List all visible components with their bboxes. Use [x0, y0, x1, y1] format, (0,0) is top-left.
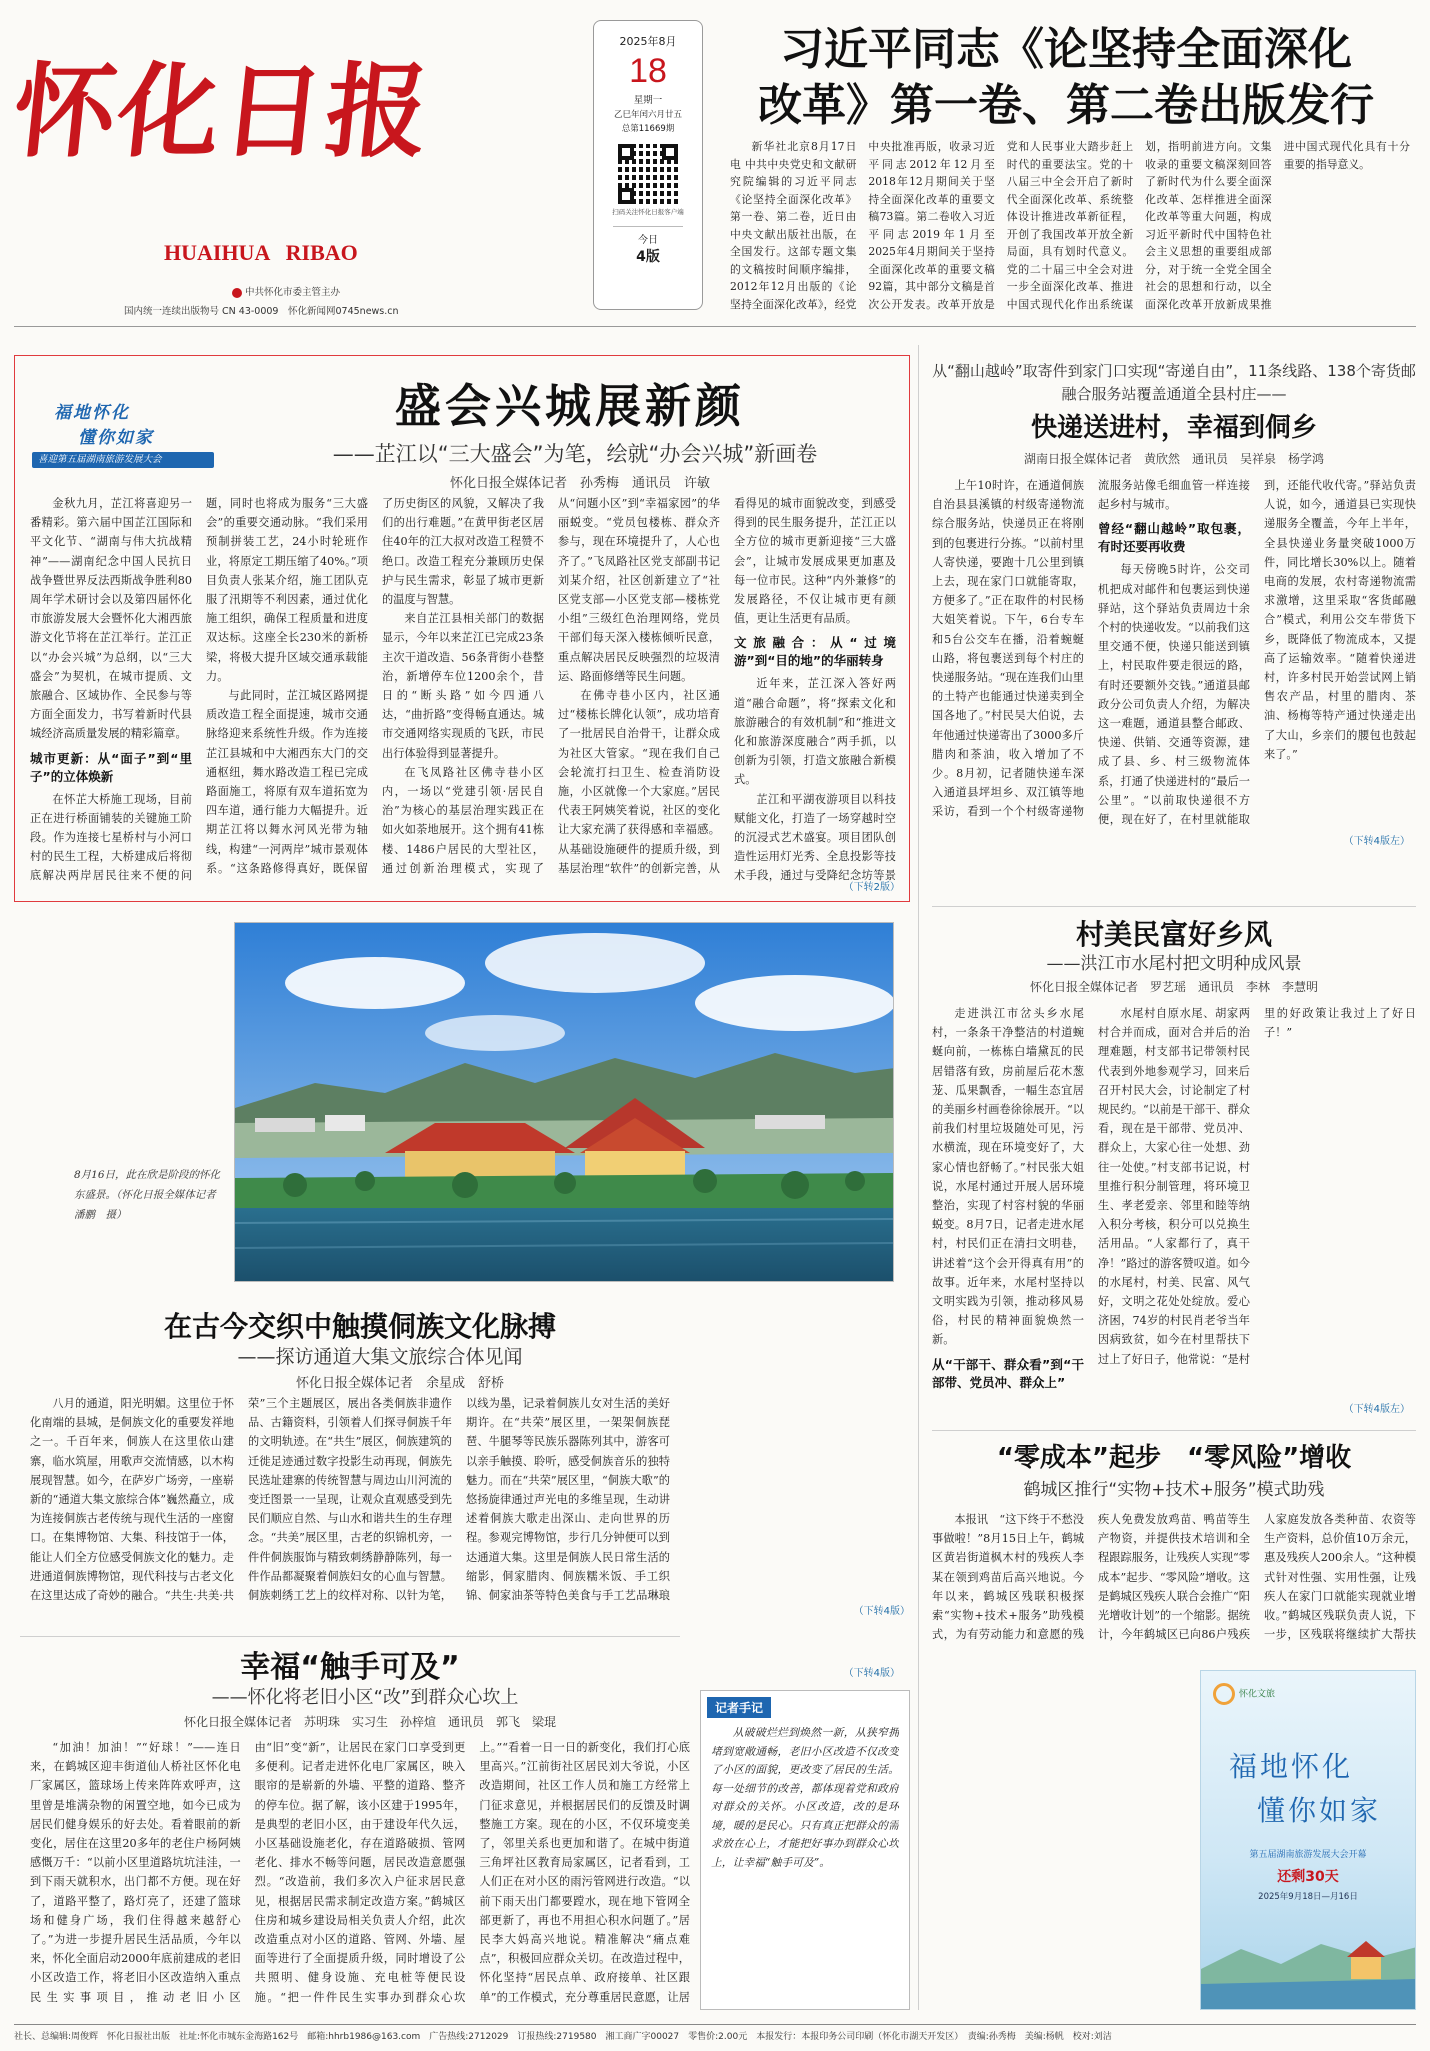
- right2-para: 走进洪江市岔头乡水尾村，一条条干净整洁的村道蜿蜒向前，一栋栋白墙黛瓦的民居错落有致，房前屋后花木葱茏、瓜果飘香，一幅生态宜居的美丽乡村画卷徐徐展开。“以前我们村里垃圾随处可见，污水横流，现在环境变好了，大家心情也舒畅了。”村民张大姐说，水尾村通过开展人居环境整治，实现了村容村貌的华丽蜕变。8月7日，记者走进水尾村，村民们正在清扫文明巷，讲述着“这个会开得真有用”的故事。近年来，水尾村坚持以文明实践为引领，推动移风易俗，村民的精神面貌焕然一新。: [932, 1007, 1084, 1347]
- date-day: 18: [629, 52, 667, 90]
- right2-continued-link[interactable]: （下转4版左）: [1343, 1404, 1410, 1415]
- pages-count: 4版: [636, 249, 660, 265]
- right1-para: 上午10时许，在通道侗族自治县县溪镇的村级寄递物流综合服务站，快递员正在将刚到的包裹进行分拣。“以前村里人寄快递，要跑十几公里到镇上去，现在家门口就能寄取，方便多了。”正在取件的村民杨大姐笑着说。下午，6台专车和5台公交车在播，沿着蜿蜒山路，将包裹送到每个村庄的快递服务站。“现在连我们山里的土特产也能通过快递卖到全国各地了。”村民吴大伯说，去年他通过快递寄出了3000多斤腊肉和茶油，收入增加了不少。8月初，记者随快递车深入通道县坪坦乡、双江镇等地采访，看到一个个村级寄递物流服务站像毛细血管一样连接起乡村与城市。: [932, 479, 1250, 819]
- editorial-body: 从破破烂烂到焕然一新，从狭窄拥堵到宽敞通畅，老旧小区改造不仅改变了小区的面貌，更改变了居民的生活。每一处细节的改善，都体现着党和政府对群众的关怀。小区改造，改的是环境，暖的是民心。只有真正把群众的需求放在心上，才能把好事办到群众心坎上，让幸福“触手可及”。: [711, 1726, 899, 1869]
- lead-headline[interactable]: 习近平同志《论坚持全面深化 改革》第一卷、第二卷出版发行: [758, 24, 1374, 131]
- right3-subheadline: 鹤城区推行“实物+技术+服务”模式助残: [1023, 1480, 1325, 1500]
- right2-body: [932, 1004, 1416, 1400]
- date-lunar: 乙巳年闰六月廿五: [613, 110, 682, 120]
- right2-subheadline: ——洪江市水尾村把文明种成风景: [1046, 954, 1302, 974]
- section-divider: [20, 1636, 680, 1637]
- feature1-subhead: 城市更新：从“面子”到“里子”的立体焕新: [30, 750, 192, 784]
- ad-slogan-2: 懂你如家: [1257, 1794, 1382, 1827]
- feature1-para: 与此同时，芷江城区路网提质改造工程全面提速，城市交通脉络迎来系统性升级。作为连接芷江县城和中大湘西东大门的交通枢纽，舞水路改造工程已完成路面施工，将原有双车道拓宽为四车道，通行能力大幅提升。近期芷江将以舞水河风光带为轴线，构建“一河两岸”城市景观体系。“这条路修得真好，既保留了历史街区的风貌，又解决了我们的出行难题。”在黄甲街老区居住40年的江大叔对改造工程赞不绝口。改造工程充分兼顾历史保护与民生需求，彰显了城市更新的温度与智慧。: [206, 497, 544, 875]
- photo-illustration: [235, 923, 894, 1282]
- feature1-para: 近年来，芷江深入答好两道“融合命题”，将“探索文化和旅游融合的有效机制”和“推进文化和旅游深度融合”两手抓，以创新为引领，打造文旅融合新模式。: [734, 677, 896, 787]
- feature2-headline[interactable]: 在古今交织中触摸侗族文化脉搏: [163, 1310, 556, 1343]
- footer-divider: [14, 2024, 1416, 2025]
- feature1-para: 来自芷江县相关部门的数据显示，今年以来芷江已完成23条主次干道改造、56条背街小巷整治，新增停车位1200余个，昔日的“断头路”如今四通八达，“曲折路”变得畅直通达。城市交通网络实现质的飞跃，市民出行体验得到显著提升。: [382, 612, 544, 760]
- footer-imprint: 社长、总编辑:周俊辉 怀化日报社出版 社址:怀化市城东金海路162号 邮箱:hhrb1986@163.com 广告热线:2712029 订报热线:2719580 湘工商广字00027 零售价:2.00元 本报发行：本报印务公司印刷（怀化市湖天开发区） 责编:孙秀梅 美编:杨帆 校对:刘洁: [14, 2032, 1112, 2042]
- editorial-title: 记者手记: [707, 1697, 771, 1718]
- feature1-subheadline: ——芷江以“三大盛会”为笔，绘就“办会兴城”新画卷: [332, 442, 818, 466]
- feature3-continued-link[interactable]: （下转4版）: [843, 1668, 900, 1679]
- pages-label: 今日: [638, 235, 658, 246]
- feature3-byline: 怀化日报全媒体记者 苏明珠 实习生 孙梓煊 通讯员 郭飞 梁琨: [183, 1715, 556, 1729]
- masthead-pinyin: HUAIHUA RIBAO: [164, 240, 358, 265]
- right3-body: 本报讯 “这下终于不愁没事做啦！”8月15日上午，鹤城区黄岩街道枫木村的残疾人李某在领到鸡苗后高兴地说。今年以来，鹤城区残联积极探索“实物+技术+服务”助残模式，为有劳动能力和意愿的残疾人免费发放鸡苗、鸭苗等生产物资，并提供技术培训和全程跟踪服务，让残疾人实现“零成本”起步、“零风险”增收。这是鹤城区残疾人联合会推广“阳光增收计划”的一个缩影。据统计，今年鹤城区已向86户残疾人家庭发放各类种苗、农资等生产资料，总价值10万余元，惠及残疾人200余人。“这种模式针对性强、实用性强，让残疾人在家门口就能实现就业增收。”鹤城区残联负责人说，下一步，区残联将继续扩大帮扶: [932, 1513, 1416, 1642]
- landscape-photo: [234, 922, 894, 1282]
- right1-body: [932, 476, 1416, 832]
- ad-badge: 怀化文旅: [1213, 1683, 1415, 1705]
- feature1-para: 芷江和平湖夜游项目以科技赋能文化，打造了一场穿越时空的沉浸式艺术盛宴。项目团队创造性运用灯光秀、全息投影等技术手段，通过与受降纪念坊等景: [734, 792, 896, 883]
- right1-continued-link[interactable]: （下转4版左）: [1343, 836, 1410, 847]
- right1-kicker: 从“翻山越岭”取寄件到家门口实现“寄递自由”，11条线路、138个寄货邮融合服务站覆盖通道全县村庄——: [932, 362, 1416, 403]
- lead-body: 新华社北京8月17日电 中共中央党史和文献研究院编辑的习近平同志《论坚持全面深化改革》第一卷、第二卷，近日由中央文献出版社出版，在全国发行。这部专题文集的文稿按时间顺序编排，2012年12月出版的《论坚持全面深化改革》，经党中央批准再版，收录习近平同志2012年12月至2018年12月期间关于坚持全面深化改革的重要文稿73篇。第二卷收入习近平同志2019年1月至2025年4月期间关于坚持全面深化改革的重要文稿92篇，其中部分文稿是首次公开发表。改革开放是党和人民事业大踏步赶上时代的重要法宝。党的十八届三中全会开启了新时代全面深化改革、系统整体设计推进改革新征程，开创了我国改革开放全新局面，具有划时代意义。党的二十届三中全会对进一步全面深化改革、推进中国式现代化作出系统谋划，指明前进方向。文集收录的重要文稿深刻回答了新时代为什么要全面深化改革、怎样推进全面深化改革等重大问题，构成习近平新时代中国特色社会主义思想的重要组成部分，对于统一全党全国全社会的思想和行动，以全面深化改革开放新成果推进中国式现代化具有十分重要的指导意义。: [730, 140, 1410, 311]
- feature1-continued-link[interactable]: （下转2版）: [843, 882, 900, 893]
- date-year-month: 2025年8月: [619, 35, 677, 48]
- qr-caption: 扫码关注怀化日报客户端: [612, 208, 684, 216]
- feature2-subheadline: ——探访通道大集文旅综合体见闻: [237, 1346, 523, 1368]
- masthead-divider: [14, 326, 1416, 327]
- issue-number: 总第11669期: [621, 124, 675, 134]
- feature1-byline: 怀化日报全媒体记者 孙秀梅 通讯员 许敏: [449, 476, 710, 491]
- feature3-subheadline: ——怀化将老旧小区“改”到群众心坎上: [211, 1687, 519, 1708]
- ad-countdown: 还剩30天: [1277, 1869, 1339, 1885]
- feature2-continued-link[interactable]: （下转4版）: [853, 1606, 910, 1617]
- logo-text-2: 懂你如家: [78, 428, 154, 448]
- sponsor-line: 中共怀化市委主管主办: [232, 284, 340, 298]
- feature1-para: 金秋九月，芷江将喜迎另一番精彩。第六届中国芷江国际和平文化节、“湖南与伟大抗战精神”——湖南纪念中国人民抗日战争暨世界反法西斯战争胜利80周年学术研讨会以及第四届怀化市旅游发展大会暨怀化大湘西旅游文化节将在芷江举行。芷江正以“办会兴城”为总纲，以“三大盛会”为契机，在城市提质、文旅融合、区域协作、全民参与等方面全面发力，书写着新时代县城经济高质量发展的精彩篇章。: [30, 497, 192, 741]
- party-emblem-icon: [232, 288, 242, 298]
- right2-headline[interactable]: 村美民富好乡风: [1075, 918, 1272, 951]
- feature1-para: 在怀芷大桥施工现场，目前正在进行桥面铺装的关键施工阶段。作为连接七星桥村与小河口村的民生工程，大桥建成后将彻底解决两岸居民往来不便的问题，同时也将成为服务“三大盛会”的重要交通动脉。“我们采用预制拼装工艺，24小时轮班作业，将原定工期压缩了40%。”项目负责人张某介绍，施工团队克服了汛期等不利因素，通过优化施工组织，确保工程质量和进度双达标。这座全长230米的新桥梁，将极大提升区域交通承载能力。: [30, 497, 368, 883]
- feature1-headline[interactable]: 盛会兴城展新颜: [395, 379, 745, 433]
- editorial-box: [700, 1690, 910, 2010]
- feature2-body-left: 八月的通道，阳光明媚。这里位于怀化南端的县城，是侗族文化的重要发祥地之一。千百年来，侗族人在这里依山建寨，临水筑屋，用歌声交流情感，以木构展现智慧。如今，在萨岁广场旁，一座崭新的“通道大集文旅综合体”巍然矗立，成为连接侗族古老传统与现代生活的一座窗口。在集博物馆、大集、科技馆于一体，能让人们全方位感受侗族文化的魅力。走进通道侗族博物馆，现代科技与古老文化在这里达成了奇妙的融合。“共生·共美·共荣”三个主题展区，展出各类侗族非遗作品、古籍资料，引领着人们探寻侗族千年的文明轨迹。在“共生”展区，侗族建筑的迁徙足迹通过数字投影生动再现，侗族先民选址建寨的传统智慧与周边山川河流的变迁图景一一呈现，让观众直观感受到先民们顺应自然、与山水和谐共生的生存理念。“共美”展区里，古老的织锦机旁，一件件侗族服饰与精致刺绣静静陈列，每一件作品都凝聚着侗族妇女的心血与智慧。侗族刺绣工艺上的纹样对称、以针为笔，以线为墨，记录着侗族儿女对生活的美好期许。在“共荣”展区里，一架架侗族琵琶、牛腿琴等民族乐器陈列其中，游客可以亲手触摸、聆听，感受侗族音乐的独特魅力。而在“共荣”展区里，“侗族大歌”的悠扬旋律通过声光电的多维呈现，生动讲述着侗族大歌走出深山、走向世界的历程。参观完博物馆，步行几分钟便可以到达通道大集。这里是侗族人民日常生活的缩影，侗家腊肉、侗族糯米饭、手工织锦、侗家油茶等特色美食与手工艺品琳琅: [30, 1397, 670, 1603]
- section-divider: [932, 1430, 1416, 1431]
- ad-slogan-1: 福地怀化: [1229, 1750, 1354, 1783]
- qr-code[interactable]: [618, 144, 678, 204]
- ad-date: 2025年9月18日—月16日: [1258, 1892, 1358, 1902]
- section-divider: [932, 906, 1416, 907]
- column-divider: [918, 345, 919, 2010]
- ad-logo-icon: [1213, 1683, 1235, 1705]
- feature1-body: [30, 494, 896, 890]
- right2-para: 水尾村自原水尾、胡家两村合并而成，面对合并后的治理难题，村支部书记带领村民代表到外地参观学习，回来后召开村民大会，讨论制定了村规民约。“以前是干部干、群众看，现在是干部带、党员冲、群众上，大家心往一处想、劲往一处使。”村支部书记说，村里推行积分制管理，将环境卫生、孝老爱亲、邻里和睦等纳入积分考核，积分可以兑换生活用品。“人家都行了，真干净！”路过的游客赞叹道。如今的水尾村，村美、民富、风气好，文明之花处处绽放。爱心济困，74岁的村民肖老爷当年因病致贫，如今在村里帮扶下过上了好日子，他常说：“是村里的好政策让我过上了好日子！”: [1098, 1007, 1416, 1366]
- right2-subhead: 从“干部干、群众看”到“干部带、党员冲、群众上”: [932, 1356, 1084, 1390]
- ad-landscape-illustration: [1201, 1919, 1416, 2009]
- logo-banner: 喜迎第五届湖南旅游发展大会: [32, 452, 214, 468]
- right1-byline: 湖南日报全媒体记者 黄欣然 通讯员 吴祥泉 杨学鸿: [1023, 452, 1324, 466]
- date-weekday: 星期一: [633, 95, 663, 106]
- ad-event: 第五届湖南旅游发展大会开幕: [1249, 1850, 1367, 1860]
- right1-headline[interactable]: 快递送进村，幸福到侗乡: [1030, 413, 1317, 443]
- feature3-headline[interactable]: 幸福“触手可及”: [240, 1650, 460, 1685]
- right3-headline[interactable]: “零成本”起步 “零风险”增收: [996, 1443, 1352, 1473]
- dateline-box: [593, 20, 703, 310]
- logo-text-1: 福地怀化: [54, 403, 130, 423]
- feature1-subhead: 文旅融合：从“过境游”到“目的地”的华丽转身: [734, 635, 896, 669]
- license-line: 国内统一连续出版物号 CN 43-0009 怀化新闻网0745news.cn: [124, 306, 399, 317]
- masthead-title: 怀化日报: [7, 52, 437, 172]
- feature1-logo: [32, 398, 214, 472]
- feature1-para: 在佛寺巷小区内，社区通过“楼栋长牌化认领”，成功培育了一批居民自治骨干，让群众成为社区大管家。“现在我们自己会轮流打扫卫生、检查消防设施，小区就像一个大家庭。”居民代表王阿姨笑着说，社区的变化让大家充满了获得感和幸福感。从基础设施硬件的提质升级，到基层治理“软件”的创新完善，从看得见的城市面貌改变，到感受得到的民生服务提升，芷江正以全方位的城市更新迎接“三大盛会”，让城市发展成果更加惠及每一位市民。这种“内外兼修”的发展路径，不仅让城市更有颜值，更让生活更有品质。: [558, 497, 896, 875]
- feature1-para: 在飞凤路社区佛寺巷小区内，一场以“党建引领·居民自治”为核心的基层治理实践正在如火如荼地展开。这个拥有41栋楼、1486户居民的大型社区，通过创新治理模式，实现了从“问题小区”到“幸福家园”的华丽蜕变。“党员包楼栋、群众齐参与，现在环境提升了，人心也齐了。”飞凤路社区党支部副书记刘某介绍，社区创新建立了“社区党支部—小区党支部—楼栋党小组”三级红色治理网络，党员干部们每天深入楼栋倾听民意，重点解决居民反映强烈的垃圾清运、路面修缮等民生问题。: [382, 497, 720, 875]
- masthead: [7, 14, 444, 317]
- photo-caption: 8月16日，此在欣是阶段的怀化东盛景。（怀化日报全媒体记者 潘鹏 摄）: [74, 1169, 227, 1221]
- feature3-body: “加油！加油！”“好球！”——连日来，在鹤城区迎丰街道仙人桥社区怀化电厂家属区，篮球场上传来阵阵欢呼声，这里曾是堆满杂物的闲置空地，如今已成为居民们健身娱乐的好去处。看着眼前的新变化，居住在这里20多年的老住户杨阿姨感慨万千：“以前小区里道路坑坑洼洼，一到下雨天就积水，出门都不方便。现在好了，道路平整了，路灯亮了，还建了篮球场和健身广场，我们住得越来越舒心了。”为进一步提升居民生活品质，今年以来，怀化全面启动2000年底前建成的老旧小区改造工作，将老旧小区改造纳入重点民生实事项目，推动老旧小区由“旧”变“新”，让居民在家门口享受到更多便利。记者走进怀化电厂家属区，映入眼帘的是崭新的外墙、平整的道路、整齐的停车位。据了解，该小区建于1995年，是典型的老旧小区，由于建设年代久远，小区基础设施老化，存在道路破损、管网老化、排水不畅等问题，居民改造意愿强烈。“改造前，我们多次入户征求居民意见，根据居民需求制定改造方案。”鹤城区住房和城乡建设局相关负责人介绍，此次改造重点对小区的道路、管网、外墙、屋面等进行了全面提质升级，同时增设了公共照明、健身设施、充电桩等便民设施。“把一件件民生实事办到群众心坎上。”“看着一日一日的新变化，我们打心底里高兴。”江前街社区居民刘大爷说，小区改造期间，社区工作人员和施工方经常上门征求意见，并根据居民们的反馈及时调整施工方案。现在的小区，不仅环境变美了，邻里关系也更加和谐了。在城中街道三角坪社区教育局家属区，记者看到，工人们正在对小区的雨污管网进行改造。“以前下雨天出门都要蹚水，现在地下管网全部更新了，再也不用担心积水问题了。”居民李大妈高兴地说。精准解决“痛点难点”，积极回应群众关切。在改造过程中，怀化坚持“居民点单、政府接单、社区跟单”的工作模式，充分尊重居民意愿，让居: [30, 1741, 690, 2004]
- feature2-byline: 怀化日报全媒体记者 余星成 舒桥: [295, 1376, 504, 1391]
- right1-para: 每天傍晚5时许，公交司机把成对邮件和包裹运到快递驿站，这个驿站负责周边十余个村的快递收发。“以前我们这里交通不便，快递只能送到镇上，村民取件要走很远的路，有时还要额外交钱。”通道县邮政分公司负责人介绍，为解决这一难题，通道县整合邮政、快递、供销、交通等资源，建成了县、乡、村三级物流体系，打通了快递进村的“最后一公里”。“以前取快递很不方便，现在好了，在村里就能取到，还能代收代寄。”驿站负责人说，如今，通道县已实现快递服务全覆盖，今年上半年，全县快递业务量突破1000万件，同比增长30%以上。随着电商的发展，农村寄递物流需求激增，这里采取“客货邮融合”模式，利用公交车带货下乡，既降低了物流成本，又提高了运输效率。“随着快递进村，许多村民开始尝试网上销售农产品，村里的腊肉、茶油、杨梅等特产通过快递走出了大山，乡亲们的腰包也鼓起来了。”: [1098, 479, 1416, 827]
- tourism-ad[interactable]: [1200, 1670, 1416, 2010]
- website[interactable]: 怀化新闻网0745news.cn: [288, 306, 399, 317]
- right1-subhead: 曾经“翻山越岭”取包裹，有时还要再收费: [1098, 521, 1250, 555]
- right2-byline: 怀化日报全媒体记者 罗艺瑶 通讯员 李林 李慧明: [1029, 980, 1318, 994]
